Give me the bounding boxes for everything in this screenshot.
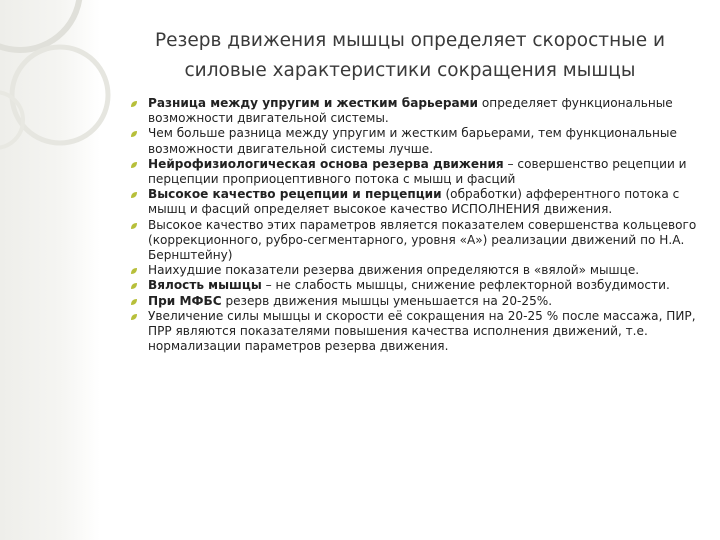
leaf-bullet-icon [130, 267, 138, 275]
bullet-bold-text: При МФБС [148, 293, 222, 308]
leaf-bullet-icon [130, 313, 138, 321]
bullet-bold-text: Вялость мышцы [148, 278, 262, 293]
leaf-bullet-icon [130, 298, 138, 306]
bullet-text: – совершенство рецепции и перцепции проприоцептивного потока с мышц и фасций [148, 156, 687, 187]
leaf-bullet-icon [130, 191, 138, 199]
leaf-bullet-icon [130, 100, 138, 108]
leaf-bullet-icon [130, 161, 138, 169]
bullet-item [130, 294, 700, 309]
bullet-item [130, 218, 700, 264]
bullet-text: Высокое качество этих параметров является показателем совершенства кольцевого (коррекционного, рубро-сегментарного, уровня «А») реализации движений по Н.А. Бернштейну) [148, 217, 697, 263]
bullet-bold-text: Высокое качество рецепции и перцепции [148, 187, 442, 202]
bullet-item [130, 263, 700, 278]
title-line-2: силовые характеристики сокращения мышцы [184, 60, 636, 81]
bullet-item [130, 157, 700, 187]
decorative-circles-graphic [0, 0, 140, 200]
bullet-item [130, 278, 700, 293]
bullet-item [130, 126, 700, 156]
leaf-bullet-icon [130, 130, 138, 138]
leaf-bullet-icon [130, 222, 138, 230]
bullet-text: определяет функциональные возможности двигательной системы. [148, 96, 673, 126]
bullet-text: Увеличение силы мышцы и скорости её сокращения на 20-25 % после массажа, ПИР, ПРР являются показателями повышения качества исполнения движений, т.е. нормализации параметров резерва движения. [148, 308, 696, 354]
leaf-bullet-icon [130, 282, 138, 290]
bullet-item [130, 96, 700, 126]
bullet-item [130, 309, 700, 355]
bullet-text: Чем больше разница между упругим и жестким барьерами, тем функциональные возможности двигательной системы лучше. [148, 126, 677, 156]
bullet-text: Наихудшие показатели резерва движения определяются в «вялой» мышце. [148, 263, 640, 278]
title-line-1: Резерв движения мышцы определяет скоростные и [154, 30, 666, 51]
bullet-text: резерв движения мышцы уменьшается на 20-25%. [221, 293, 553, 308]
bullet-item [130, 187, 700, 217]
bullet-list [130, 96, 700, 354]
bullet-text: (обработки) афферентного потока с мышц и фасций определяет высокое качество ИСПОЛНЕНИЯ движения. [148, 187, 680, 217]
bullet-bold-text: Разница между упругим и жестким барьерами [148, 96, 479, 110]
bullet-text: – не слабость мышцы, снижение рефлекторной возбудимости. [261, 278, 670, 293]
bullet-bold-text: Нейрофизиологическая основа резерва движения [148, 156, 504, 171]
slide-title [120, 26, 700, 86]
